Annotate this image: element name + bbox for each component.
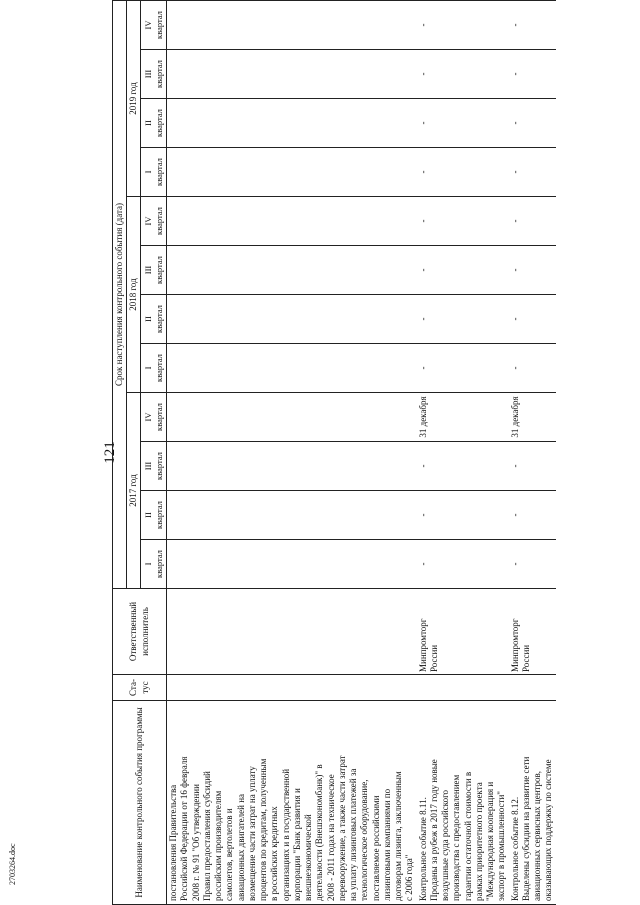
header-quarter bbox=[141, 491, 167, 540]
header-quarter bbox=[141, 295, 167, 344]
event-name-line: Проданы за рубеж в 2017 году новые bbox=[428, 759, 439, 901]
quarter-value-cell: - bbox=[509, 50, 556, 99]
event-name-line: технологическое оборудование, bbox=[359, 779, 370, 901]
event-name-line: "Международная кооперация и bbox=[485, 781, 495, 901]
event-name-line: российским производителям bbox=[213, 790, 223, 901]
quarter-value-cell: - bbox=[509, 442, 556, 491]
event-name-line: воздушные суда российского bbox=[440, 789, 450, 901]
event-name-line: перевооружение, а также части затрат bbox=[336, 755, 347, 901]
quarter-numeral: IV bbox=[142, 20, 153, 30]
event-name-line: Контрольное событие 8.11. bbox=[417, 797, 428, 901]
quarter-word: квартал bbox=[153, 207, 164, 235]
event-name-line: постановления Правительства bbox=[168, 784, 178, 901]
status-cell bbox=[509, 675, 556, 701]
event-name-cell bbox=[417, 701, 509, 905]
quarter-value-cell bbox=[167, 50, 417, 99]
quarter-value-cell: - bbox=[417, 246, 509, 295]
quarter-value-cell bbox=[167, 1, 417, 50]
quarter-word: квартал bbox=[153, 109, 164, 137]
quarter-word: квартал bbox=[153, 501, 164, 529]
quarter-word: квартал bbox=[153, 256, 164, 284]
event-name-line: деятельности (Внешэкономбанк)" в bbox=[314, 764, 325, 901]
quarter-value-cell bbox=[167, 295, 417, 344]
table-row bbox=[417, 1, 509, 905]
quarter-word: квартал bbox=[153, 403, 164, 431]
event-name-line: экспорт в промышленности" bbox=[496, 791, 507, 901]
quarter-value-cell: - bbox=[417, 197, 509, 246]
quarter-value-cell bbox=[167, 246, 417, 295]
header-term: Срок наступления контрольного события (дата) bbox=[113, 1, 127, 589]
table-row bbox=[167, 1, 417, 905]
quarter-value-cell: - bbox=[509, 1, 556, 50]
quarter-numeral: I bbox=[142, 170, 153, 174]
quarter-word: квартал bbox=[153, 452, 164, 480]
quarter-value-cell bbox=[167, 197, 417, 246]
event-name-line: корпорации "Банк развития и bbox=[291, 788, 302, 901]
quarter-value-cell: - bbox=[417, 99, 509, 148]
header-quarter bbox=[141, 246, 167, 295]
event-name-line: 2008 - 2011 годах на техническое bbox=[325, 774, 336, 901]
quarter-value-cell bbox=[167, 442, 417, 491]
quarter-numeral: I bbox=[142, 366, 153, 370]
quarter-numeral: IV bbox=[142, 216, 153, 226]
event-name-line: оказывающих поддержку по системе bbox=[543, 759, 554, 901]
quarter-value-cell bbox=[167, 540, 417, 589]
quarter-value-cell: - bbox=[417, 148, 509, 197]
header-year: 2018 год bbox=[127, 197, 141, 393]
header-year: 2017 год bbox=[127, 393, 141, 589]
quarter-numeral: II bbox=[142, 120, 153, 126]
event-name-line: процентов по кредитам, полученным bbox=[258, 758, 268, 901]
footer-filename: 2703264.doc bbox=[8, 843, 17, 885]
event-name-line: рамках приоритетного проекта bbox=[473, 782, 484, 901]
quarter-value-cell: 31 декабря bbox=[417, 393, 509, 442]
event-name-line: поставляемое российскими bbox=[370, 795, 381, 901]
event-name-line: внешнеэкономической bbox=[303, 814, 313, 901]
header-quarter bbox=[141, 1, 167, 50]
header-quarter bbox=[141, 540, 167, 589]
quarter-value-cell: - bbox=[417, 540, 509, 589]
quarter-numeral: III bbox=[142, 461, 153, 471]
event-name-line: гарантии остаточной стоимости в bbox=[462, 771, 473, 901]
quarter-value-cell: - bbox=[417, 50, 509, 99]
header-year: 2019 год bbox=[127, 1, 141, 197]
event-name-line: договорам лизинга, заключенным bbox=[393, 771, 403, 901]
quarter-value-cell: - bbox=[509, 197, 556, 246]
quarter-value-cell bbox=[167, 148, 417, 197]
quarter-numeral: III bbox=[142, 69, 153, 79]
quarter-value-cell: - bbox=[509, 540, 556, 589]
quarter-value-cell: - bbox=[417, 344, 509, 393]
quarter-numeral: IV bbox=[142, 412, 153, 422]
event-name-line: Контрольное событие 8.12. bbox=[509, 796, 520, 901]
quarter-word: квартал bbox=[153, 60, 164, 88]
event-name-line: с 2006 года" bbox=[404, 854, 415, 901]
quarter-value-cell: - bbox=[509, 344, 556, 393]
header-quarter bbox=[141, 50, 167, 99]
quarter-value-cell: - bbox=[509, 148, 556, 197]
quarter-value-cell: - bbox=[417, 491, 509, 540]
header-quarter bbox=[141, 99, 167, 148]
event-name-line: Российской Федерации от 16 февраля bbox=[179, 756, 190, 901]
executor-cell bbox=[167, 589, 417, 675]
quarter-word: квартал bbox=[153, 550, 164, 578]
event-name-line: организациях и в государственной bbox=[280, 768, 291, 901]
event-name-line: производства с предоставлением bbox=[451, 774, 462, 901]
header-status: Ста-тус bbox=[113, 675, 167, 701]
quarter-numeral: III bbox=[142, 265, 153, 275]
header-quarter bbox=[141, 148, 167, 197]
quarter-word: квартал bbox=[153, 354, 164, 382]
header-executor: Ответственный исполнитель bbox=[113, 589, 167, 675]
executor-cell: Минпромторг России bbox=[417, 589, 509, 675]
quarter-word: квартал bbox=[153, 11, 164, 39]
quarter-numeral: II bbox=[142, 512, 153, 518]
header-name: Наименование контрольного события программы bbox=[113, 701, 167, 905]
event-name-line: авиационных сервисных центров, bbox=[532, 770, 542, 901]
header-quarter bbox=[141, 393, 167, 442]
executor-cell: Минпромторг России bbox=[509, 589, 556, 675]
quarter-numeral: I bbox=[142, 562, 153, 566]
header-quarter bbox=[141, 344, 167, 393]
page-number: 121 bbox=[102, 441, 118, 464]
quarter-value-cell: 31 декабря bbox=[509, 393, 556, 442]
event-name-line: в российских кредитных bbox=[269, 806, 280, 901]
quarter-numeral: II bbox=[142, 316, 153, 322]
event-name-line: возмещение части затрат на уплату bbox=[246, 766, 257, 901]
header-quarter bbox=[141, 442, 167, 491]
event-name-line: на уплату лизинговых платежей за bbox=[348, 768, 358, 901]
status-cell bbox=[167, 675, 417, 701]
status-cell bbox=[417, 675, 509, 701]
table-row bbox=[509, 1, 556, 905]
quarter-value-cell: - bbox=[417, 295, 509, 344]
header-quarter bbox=[141, 197, 167, 246]
quarter-value-cell: - bbox=[509, 99, 556, 148]
quarter-value-cell bbox=[167, 344, 417, 393]
event-name-cell bbox=[167, 701, 417, 905]
quarter-word: квартал bbox=[153, 158, 164, 186]
quarter-value-cell: - bbox=[417, 1, 509, 50]
event-name-line: 2008 г. № 91 "Об утверждении bbox=[190, 784, 201, 901]
control-events-table bbox=[112, 0, 556, 905]
quarter-value-cell: - bbox=[509, 246, 556, 295]
event-name-cell bbox=[509, 701, 556, 905]
quarter-value-cell bbox=[167, 99, 417, 148]
quarter-value-cell bbox=[167, 491, 417, 540]
quarter-value-cell: - bbox=[509, 491, 556, 540]
quarter-word: квартал bbox=[153, 305, 164, 333]
quarter-value-cell: - bbox=[509, 295, 556, 344]
event-name-line: Выделены субсидии на развитие сети bbox=[520, 756, 531, 901]
quarter-value-cell bbox=[167, 393, 417, 442]
event-name-line: лизинговыми компаниями по bbox=[381, 788, 392, 901]
event-name-line: авиационных двигателей на bbox=[235, 793, 246, 901]
event-name-line: самолетов, вертолетов и bbox=[224, 808, 235, 901]
quarter-value-cell: - bbox=[417, 442, 509, 491]
event-name-line: Правил предоставления субсидий bbox=[201, 771, 212, 901]
